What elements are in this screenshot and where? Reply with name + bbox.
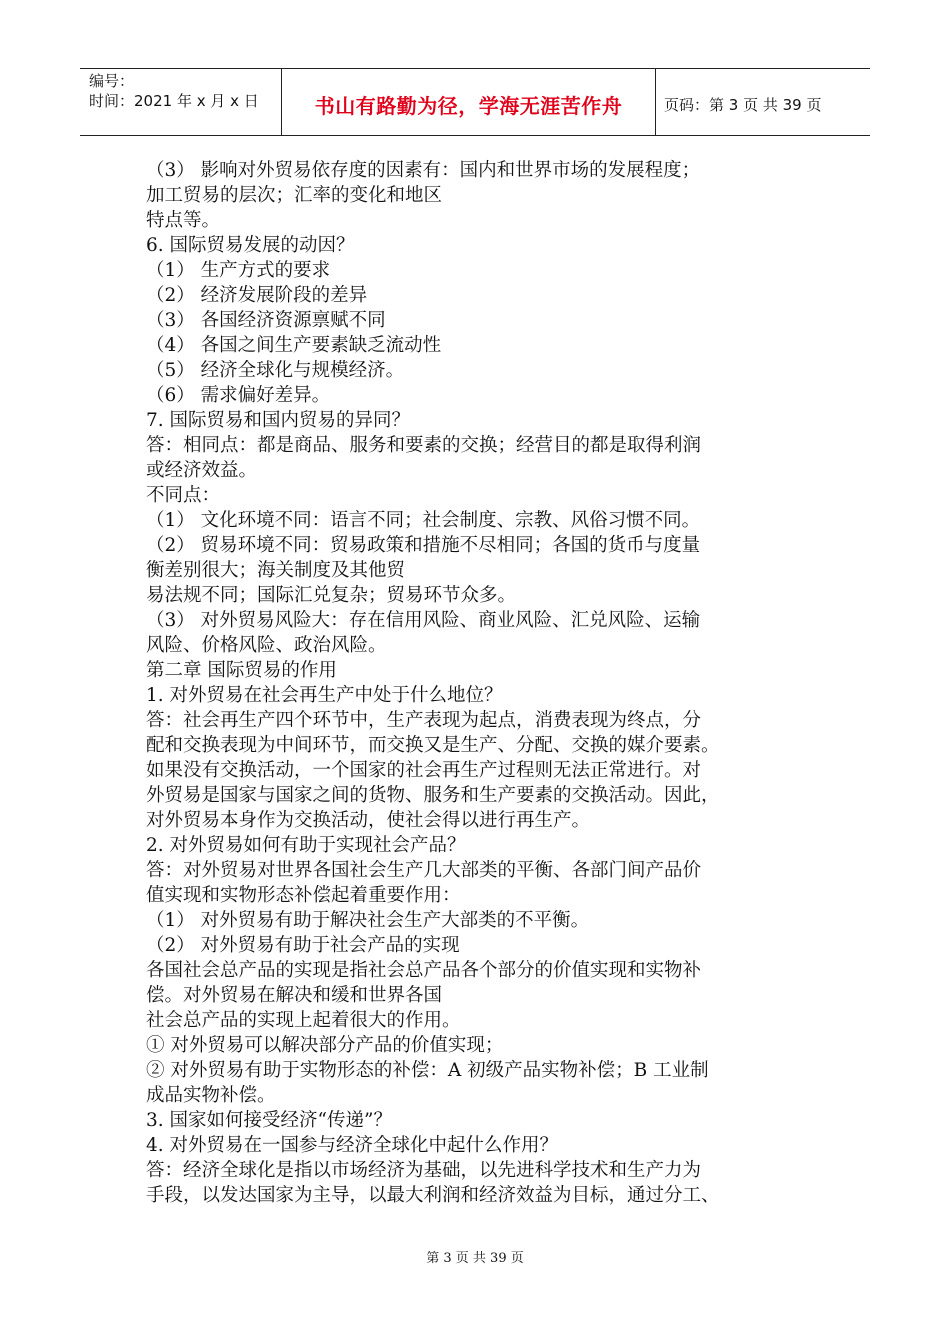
text-line: （3） 对外贸易风险大：存在信用风险、商业风险、汇兑风险、运输	[146, 610, 701, 631]
text-line: （2） 经济发展阶段的差异	[146, 285, 368, 306]
text-line: 各国社会总产品的实现是指社会总产品各个部分的价值实现和实物补	[146, 960, 702, 981]
header-motto: 书山有路勤为径，学海无涯苦作舟	[314, 93, 623, 118]
text-line: （3） 各国经济资源禀赋不同	[146, 310, 386, 331]
text-line: 答：社会再生产四个环节中，生产表现为起点，消费表现为终点，分	[146, 710, 702, 731]
header-page-info: 页码：第 3 页 共 39 页	[664, 95, 822, 114]
text-line: （2） 对外贸易有助于社会产品的实现	[146, 935, 460, 956]
header-page-info-cell	[656, 69, 870, 135]
text-line: 第二章 国际贸易的作用	[146, 660, 337, 681]
text-line: 4. 对外贸易在一国参与经济全球化中起什么作用？	[146, 1135, 559, 1156]
text-line: 风险、价格风险、政治风险。	[146, 635, 387, 656]
document-date: 时间：2021 年 x 月 x 日	[89, 92, 259, 110]
text-line: 或经济效益。	[146, 460, 258, 481]
text-line: 加工贸易的层次；汇率的变化和地区	[146, 185, 443, 206]
text-line: 偿。对外贸易在解决和缓和世界各国	[146, 985, 443, 1006]
text-line: 值实现和实物形态补偿起着重要作用：	[146, 885, 461, 906]
text-line: 不同点：	[146, 485, 221, 506]
text-line: （6） 需求偏好差异。	[146, 385, 331, 406]
text-line: 外贸易是国家与国家之间的货物、服务和生产要素的交换活动。因此，	[146, 785, 720, 806]
text-line: ② 对外贸易有助于实物形态的补偿：A 初级产品实物补偿；B 工业制	[146, 1060, 709, 1081]
text-line: 1. 对外贸易在社会再生产中处于什么地位？	[146, 685, 503, 706]
text-line: （1） 生产方式的要求	[146, 260, 331, 281]
text-line: （1） 对外贸易有助于解决社会生产大部类的不平衡。	[146, 910, 590, 931]
text-line: 社会总产品的实现上起着很大的作用。	[146, 1010, 461, 1031]
text-line: （3） 影响对外贸易依存度的因素有：国内和世界市场的发展程度；	[146, 160, 701, 181]
document-body	[146, 158, 812, 1208]
text-line: 3. 国家如何接受经济“传递”？	[146, 1110, 392, 1131]
header-motto-cell	[282, 69, 656, 135]
text-line: 答：经济全球化是指以市场经济为基础，以先进科学技术和生产力为	[146, 1160, 702, 1181]
document-number-label: 编号：	[89, 72, 135, 90]
page-footer: 第 3 页 共 39 页	[426, 1251, 524, 1266]
text-line: 成品实物补偿。	[146, 1085, 276, 1106]
text-line: 7. 国际贸易和国内贸易的异同？	[146, 410, 411, 431]
text-line: 2. 对外贸易如何有助于实现社会产品？	[146, 835, 466, 856]
text-line: 答：相同点：都是商品、服务和要素的交换；经营目的都是取得利润	[146, 435, 702, 456]
text-line: 特点等。	[146, 210, 221, 231]
page-header	[80, 68, 870, 136]
text-line: 衡差别很大；海关制度及其他贸	[146, 560, 406, 581]
header-meta	[80, 69, 282, 135]
text-line: 答：对外贸易对世界各国社会生产几大部类的平衡、各部门间产品价	[146, 860, 702, 881]
text-line: （2） 贸易环境不同：贸易政策和措施不尽相同；各国的货币与度量	[146, 535, 701, 556]
text-line: （5） 经济全球化与规模经济。	[146, 360, 405, 381]
text-line: 手段，以发达国家为主导，以最大利润和经济效益为目标，通过分工、	[146, 1185, 720, 1206]
text-line: ① 对外贸易可以解决部分产品的价值实现；	[146, 1035, 504, 1056]
text-line: 配和交换表现为中间环节，而交换又是生产、分配、交换的媒介要素。	[146, 735, 720, 756]
text-line: 易法规不同；国际汇兑复杂；贸易环节众多。	[146, 585, 517, 606]
text-line: 如果没有交换活动，一个国家的社会再生产过程则无法正常进行。对	[146, 760, 702, 781]
text-line: 6. 国际贸易发展的动因？	[146, 235, 355, 256]
text-line: 对外贸易本身作为交换活动，使社会得以进行再生产。	[146, 810, 591, 831]
text-line: （1） 文化环境不同：语言不同；社会制度、宗教、风俗习惯不同。	[146, 510, 701, 531]
text-line: （4） 各国之间生产要素缺乏流动性	[146, 335, 442, 356]
